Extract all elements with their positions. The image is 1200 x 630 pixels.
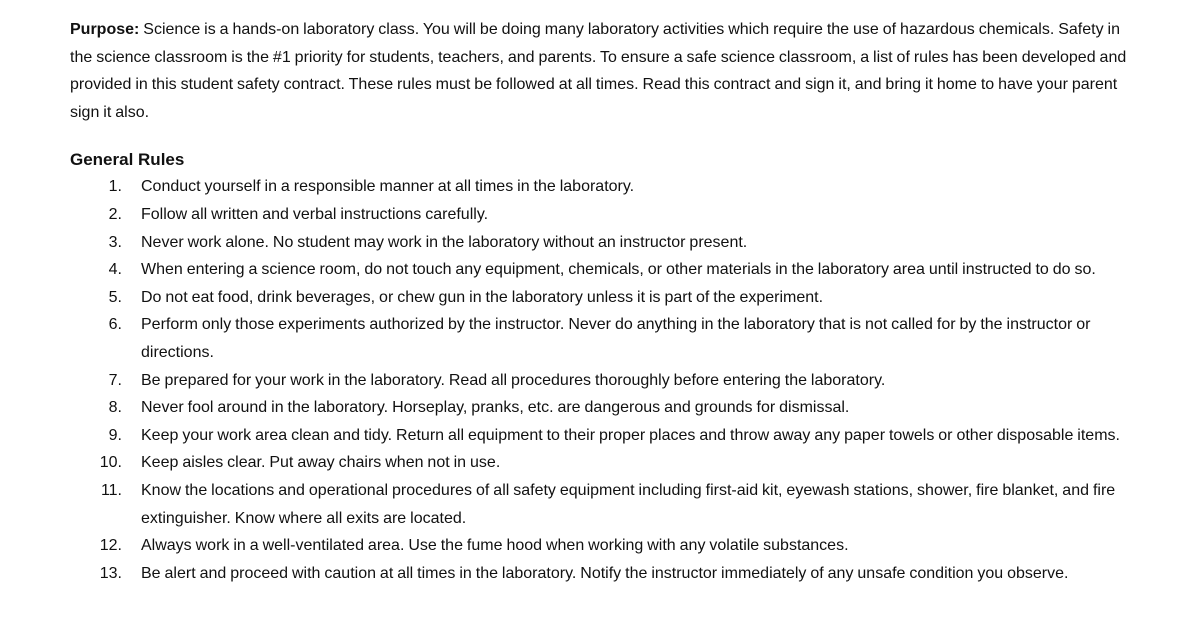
rule-number: 13.: [99, 564, 122, 582]
rule-text: When entering a science room, do not touch any equipment, chemicals, or other materials in the laboratory area until instructed to do so.: [141, 261, 1096, 279]
purpose-text: Science is a hands-on laboratory class. You will be doing many laboratory activities which require the use of hazardous chemicals. Safety in the science classroom is the #1 priority for students, teachers, and parents. To ensure a safe science classroom, a list of rules has been developed and provided in this student safety contract. These rules must be followed at all times. Read this contract and sign it, and bring it home to have your parent sign it also.: [70, 21, 1127, 121]
rule-number: 12.: [99, 537, 122, 555]
purpose-label: Purpose:: [70, 21, 140, 38]
rule-item: [70, 229, 1140, 257]
rule-item: [70, 311, 1140, 366]
rule-item: [70, 532, 1140, 560]
rule-number: 2.: [108, 205, 122, 223]
rule-text: Know the locations and operational procedures of all safety equipment including first-aid kit, eyewash stations, shower, fire blanket, and fire extinguisher. Know where all exits are located.: [141, 481, 1116, 527]
rule-number: 9.: [108, 426, 122, 444]
rule-text: Perform only those experiments authorized by the instructor. Never do anything in the laboratory that is not called for by the instructor or directions.: [141, 316, 1091, 361]
safety-contract-document: [70, 16, 1140, 587]
rule-number: 3.: [108, 233, 122, 251]
rule-item: [70, 477, 1140, 532]
rule-text: Keep aisles clear. Put away chairs when not in use.: [141, 454, 501, 472]
rule-item: [70, 560, 1140, 588]
rule-number: 1.: [108, 178, 122, 196]
rule-text: Always work in a well-ventilated area. Use the fume hood when working with any volatile substances.: [141, 537, 849, 555]
rule-text: Conduct yourself in a responsible manner at all times in the laboratory.: [141, 178, 635, 196]
rule-number: 5.: [108, 288, 122, 306]
rule-text: Do not eat food, drink beverages, or chew gun in the laboratory unless it is part of the experiment.: [141, 288, 824, 306]
rule-item: [70, 284, 1140, 312]
rule-item: [70, 256, 1140, 284]
rule-text: Never work alone. No student may work in the laboratory without an instructor present.: [141, 233, 748, 251]
general-rules-list: [70, 173, 1140, 587]
general-rules-heading: General Rules: [70, 150, 185, 170]
rule-number: 4.: [108, 261, 122, 279]
rule-text: Follow all written and verbal instructions carefully.: [141, 205, 489, 223]
rule-number: 10.: [99, 454, 122, 472]
rule-number: 7.: [108, 371, 122, 389]
rule-item: [70, 367, 1140, 395]
rule-text: Never fool around in the laboratory. Horseplay, pranks, etc. are dangerous and grounds for dismissal.: [141, 399, 850, 417]
rule-text: Be alert and proceed with caution at all times in the laboratory. Notify the instructor immediately of any unsafe condition you observe.: [141, 564, 1069, 582]
rule-number: 11.: [100, 481, 122, 499]
rule-text: Keep your work area clean and tidy. Return all equipment to their proper places and throw away any paper towels or other disposable items.: [141, 426, 1120, 444]
rule-item: [70, 422, 1140, 450]
rule-item: [70, 449, 1140, 477]
rule-item: [70, 201, 1140, 229]
rule-item: [70, 173, 1140, 201]
rule-item: [70, 394, 1140, 422]
purpose-paragraph: [70, 16, 1140, 126]
rule-number: 6.: [108, 316, 122, 334]
rule-number: 8.: [108, 399, 122, 417]
rule-text: Be prepared for your work in the laboratory. Read all procedures thoroughly before entering the laboratory.: [141, 371, 886, 389]
